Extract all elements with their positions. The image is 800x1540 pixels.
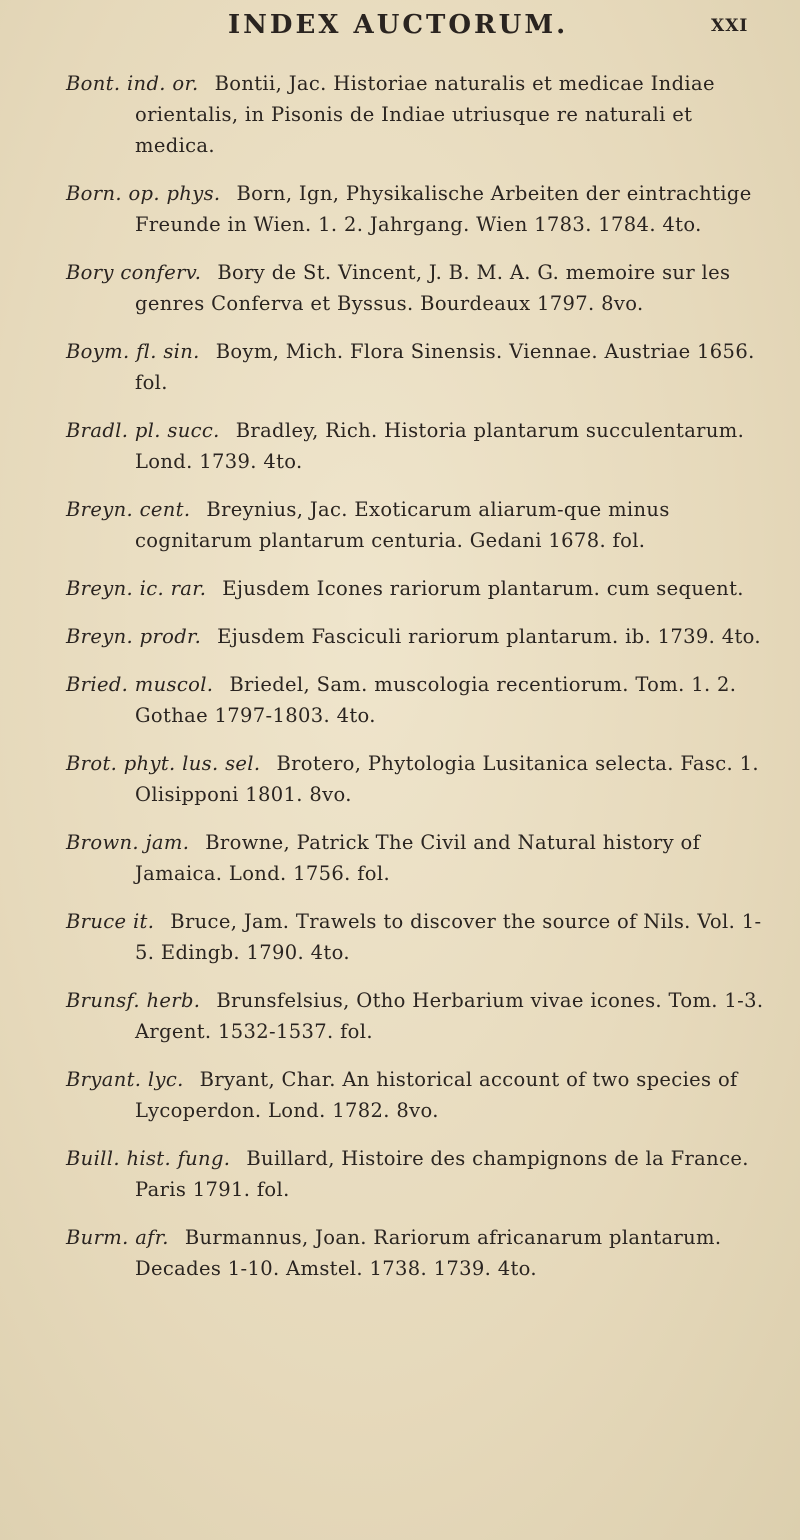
index-entry: [66, 827, 776, 889]
entry-abbreviation: Bory conferv.: [66, 261, 202, 284]
entry-abbreviation: Bried. muscol.: [66, 673, 214, 696]
index-entry: [66, 1222, 776, 1284]
entry-abbreviation: Brown. jam.: [66, 831, 190, 854]
entry-text: Breynius, Jac. Exoticarum aliarum-que minus cognitarum plantarum centuria. Gedani 1678. fol.: [135, 498, 670, 552]
entry-abbreviation: Buill. hist. fung.: [66, 1147, 231, 1170]
index-entry: [66, 494, 776, 556]
entry-text: Bory de St. Vincent, J. B. M. A. G. memoire sur les genres Conferva et Byssus. Bourdeaux 1797. 8vo.: [135, 261, 731, 315]
entry-abbreviation: Burm. afr.: [66, 1226, 169, 1249]
entry-text: Bradley, Rich. Historia plantarum succulentarum. Lond. 1739. 4to.: [135, 419, 745, 473]
entry-abbreviation: Bryant. lyc.: [66, 1068, 184, 1091]
entry-text: Burmannus, Joan. Rariorum africanarum plantarum. Decades 1-10. Amstel. 1738. 1739. 4to.: [135, 1226, 722, 1280]
page-number: XXI: [711, 16, 749, 36]
index-entry: [66, 68, 776, 161]
index-entry: [66, 573, 776, 604]
entry-abbreviation: Brunsf. herb.: [66, 989, 201, 1012]
entry-abbreviation: Bradl. pl. succ.: [66, 419, 220, 442]
entry-text: Ejusdem Fasciculi rariorum plantarum. ib. 1739. 4to.: [217, 625, 761, 648]
entry-text: Buillard, Histoire des champignons de la France. Paris 1791. fol.: [135, 1147, 749, 1201]
index-entry: [66, 985, 776, 1047]
entry-text: Bryant, Char. An historical account of two species of Lycoperdon. Lond. 1782. 8vo.: [135, 1068, 738, 1122]
entry-abbreviation: Boym. fl. sin.: [66, 340, 200, 363]
index-entry: [66, 257, 776, 319]
entry-text: Browne, Patrick The Civil and Natural history of Jamaica. Lond. 1756. fol.: [135, 831, 701, 885]
entry-abbreviation: Breyn. prodr.: [66, 625, 202, 648]
entry-abbreviation: Bruce it.: [66, 910, 155, 933]
entry-text: Boym, Mich. Flora Sinensis. Viennae. Austriae 1656. fol.: [135, 340, 755, 394]
entry-abbreviation: Brot. phyt. lus. sel.: [66, 752, 261, 775]
entry-abbreviation: Breyn. cent.: [66, 498, 191, 521]
index-entry: [66, 748, 776, 810]
entry-abbreviation: Bont. ind. or.: [66, 72, 199, 95]
entry-abbreviation: Born. op. phys.: [66, 182, 221, 205]
index-entry: [66, 906, 776, 968]
index-entry: [66, 1143, 776, 1205]
index-entry: [66, 415, 776, 477]
entry-text: Bontii, Jac. Historiae naturalis et medicae Indiae orientalis, in Pisonis de Indiae utriusque re naturali et medica.: [135, 72, 715, 157]
entry-text: Born, Ign, Physikalische Arbeiten der eintrachtige Freunde in Wien. 1. 2. Jahrgang. Wien 1783. 1784. 4to.: [135, 182, 752, 236]
index-entry: [66, 669, 776, 731]
index-entry: [66, 621, 776, 652]
page-header: [228, 8, 788, 52]
entry-text: Briedel, Sam. muscologia recentiorum. Tom. 1. 2. Gothae 1797-1803. 4to.: [135, 673, 737, 727]
index-entry: [66, 1064, 776, 1126]
index-entry: [66, 178, 776, 240]
entry-abbreviation: Breyn. ic. rar.: [66, 577, 207, 600]
entry-text: Brotero, Phytologia Lusitanica selecta. Fasc. 1. Olisipponi 1801. 8vo.: [135, 752, 759, 806]
entry-text: Ejusdem Icones rariorum plantarum. cum sequent.: [222, 577, 744, 600]
index-entries: [66, 68, 776, 1301]
entry-text: Brunsfelsius, Otho Herbarium vivae icones. Tom. 1-3. Argent. 1532-1537. fol.: [135, 989, 764, 1043]
entry-text: Bruce, Jam. Trawels to discover the source of Nils. Vol. 1-5. Edingb. 1790. 4to.: [135, 910, 762, 964]
running-title: INDEX AUCTORUM.: [228, 10, 569, 40]
index-entry: [66, 336, 776, 398]
